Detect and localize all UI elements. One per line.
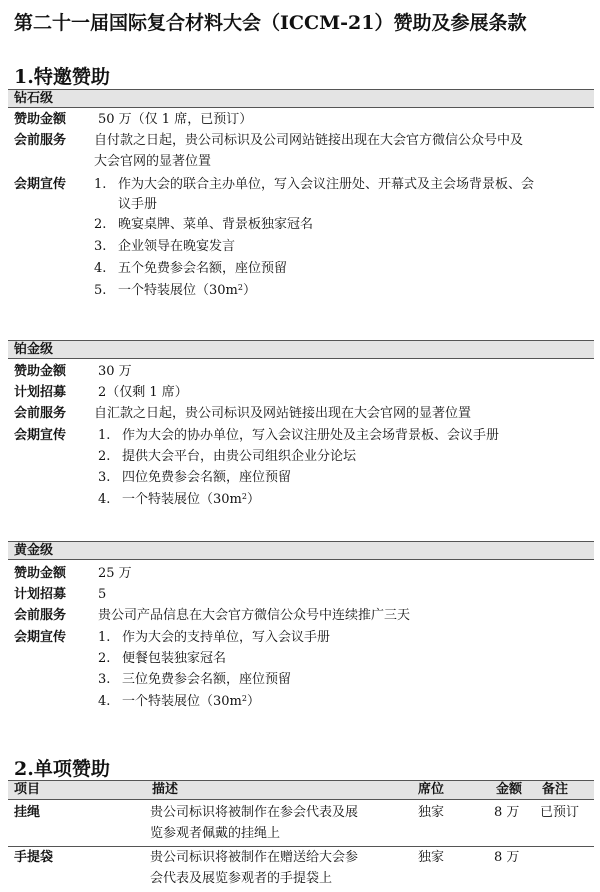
column-header-note: 备注 (542, 782, 569, 797)
list-number: 2. (94, 217, 107, 232)
column-header-seat: 席位 (418, 782, 445, 797)
gold-during-label: 会期宣传 (14, 630, 67, 645)
platinum-pre-value: 自汇款之日起，贵公司标识及网站链接出现在大会官网的显著位置 (94, 406, 472, 421)
platinum-amount-value: 30 万 (98, 364, 132, 379)
list-number: 3. (98, 672, 111, 687)
list-text: 四位免费参会名额，座位预留 (122, 470, 292, 485)
cell-item: 挂绳 (14, 805, 41, 820)
column-header-item: 项目 (14, 782, 41, 797)
superscript: 2 (241, 492, 247, 501)
diamond-amount-value: 50 万（仅 1 席，已预订） (98, 112, 253, 127)
list-text: 晚宴桌牌、菜单、背景板独家冠名 (118, 217, 314, 232)
list-text: 五个免费参会名额，座位预留 (118, 261, 288, 276)
cell-amount: 8 万 (494, 850, 520, 865)
level-bar-diamond: 钻石级 (8, 89, 594, 108)
list-text: 作为大会的联合主办单位，写入会议注册处、开幕式及主会场背景板、会 (118, 177, 535, 192)
list-text: 作为大会的支持单位，写入会议手册 (122, 630, 331, 645)
cell-note: 已预订 (540, 805, 580, 820)
gold-plan-label: 计划招募 (14, 587, 67, 602)
booth-text: 一个特装展位（30m (118, 283, 238, 298)
level-bar-gold: 黄金级 (8, 541, 594, 560)
section-title-single-sponsorship: 2.单项赞助 (14, 758, 110, 780)
close-paren: ） (246, 694, 260, 709)
list-number: 2. (98, 449, 111, 464)
cell-seat: 独家 (418, 850, 445, 865)
diamond-during-label: 会期宣传 (14, 177, 67, 192)
table-header (8, 780, 594, 800)
diamond-pre-label: 会前服务 (14, 133, 67, 148)
list-text: 议手册 (118, 197, 158, 212)
platinum-pre-label: 会前服务 (14, 406, 67, 421)
list-text (118, 280, 600, 301)
list-text: 作为大会的协办单位，写入会议注册处及主会场背景板、会议手册 (122, 428, 500, 443)
list-number: 3. (98, 470, 111, 485)
list-number: 2. (98, 651, 111, 666)
list-text (122, 691, 600, 712)
diamond-pre-line-1: 自付款之日起，贵公司标识及公司网站链接出现在大会官方微信公众号中及 (94, 133, 524, 148)
platinum-plan-value: 2（仅剩 1 席） (98, 385, 188, 400)
close-paren: ） (246, 492, 260, 507)
cell-description-line-1: 贵公司标识将被制作在参会代表及展 (150, 805, 359, 820)
list-number: 1. (98, 630, 111, 645)
list-number: 3. (94, 239, 107, 254)
column-header-description: 描述 (152, 782, 179, 797)
list-number: 4. (98, 694, 111, 709)
section-title-special-sponsorship: 1.特邀赞助 (14, 66, 110, 88)
gold-amount-value: 25 万 (98, 566, 132, 581)
booth-text: 一个特装展位（30m (122, 492, 242, 507)
list-text: 三位免费参会名额，座位预留 (122, 672, 292, 687)
list-text: 提供大会平台，由贵公司组织企业分论坛 (122, 449, 357, 464)
platinum-amount-label: 赞助金额 (14, 364, 67, 379)
cell-description-line-1: 贵公司标识将被制作在赠送给大会参 (150, 850, 359, 865)
cell-seat: 独家 (418, 805, 445, 820)
cell-item: 手提袋 (14, 850, 54, 865)
list-number: 5. (94, 283, 107, 298)
column-header-amount: 金额 (496, 782, 523, 797)
page-title: 第二十一届国际复合材料大会（ICCM-21）赞助及参展条款 (14, 12, 527, 34)
list-text: 企业领导在晚宴发言 (118, 239, 236, 254)
booth-text: 一个特装展位（30m (122, 694, 242, 709)
platinum-plan-label: 计划招募 (14, 385, 67, 400)
list-number: 1. (94, 177, 107, 192)
gold-amount-label: 赞助金额 (14, 566, 67, 581)
superscript: 2 (241, 694, 247, 703)
cell-description-line-2: 会代表及展览参观者的手提袋上 (150, 871, 333, 886)
diamond-amount-label: 赞助金额 (14, 112, 67, 127)
platinum-during-label: 会期宣传 (14, 428, 67, 443)
list-number: 4. (94, 261, 107, 276)
list-number: 1. (98, 428, 111, 443)
list-text (122, 489, 600, 510)
gold-pre-value: 贵公司产品信息在大会官方微信公众号中连续推广三天 (98, 608, 411, 623)
cell-amount: 8 万 (494, 805, 520, 820)
gold-pre-label: 会前服务 (14, 608, 67, 623)
list-number: 4. (98, 492, 111, 507)
level-bar-platinum: 铂金级 (8, 340, 594, 359)
gold-plan-value: 5 (98, 587, 107, 602)
row-divider (8, 846, 594, 847)
close-paren: ） (242, 283, 256, 298)
diamond-pre-line-2: 大会官网的显著位置 (94, 154, 212, 169)
list-text: 便餐包装独家冠名 (122, 651, 227, 666)
superscript: 2 (237, 283, 243, 292)
cell-description-line-2: 览参观者佩戴的挂绳上 (150, 826, 281, 841)
